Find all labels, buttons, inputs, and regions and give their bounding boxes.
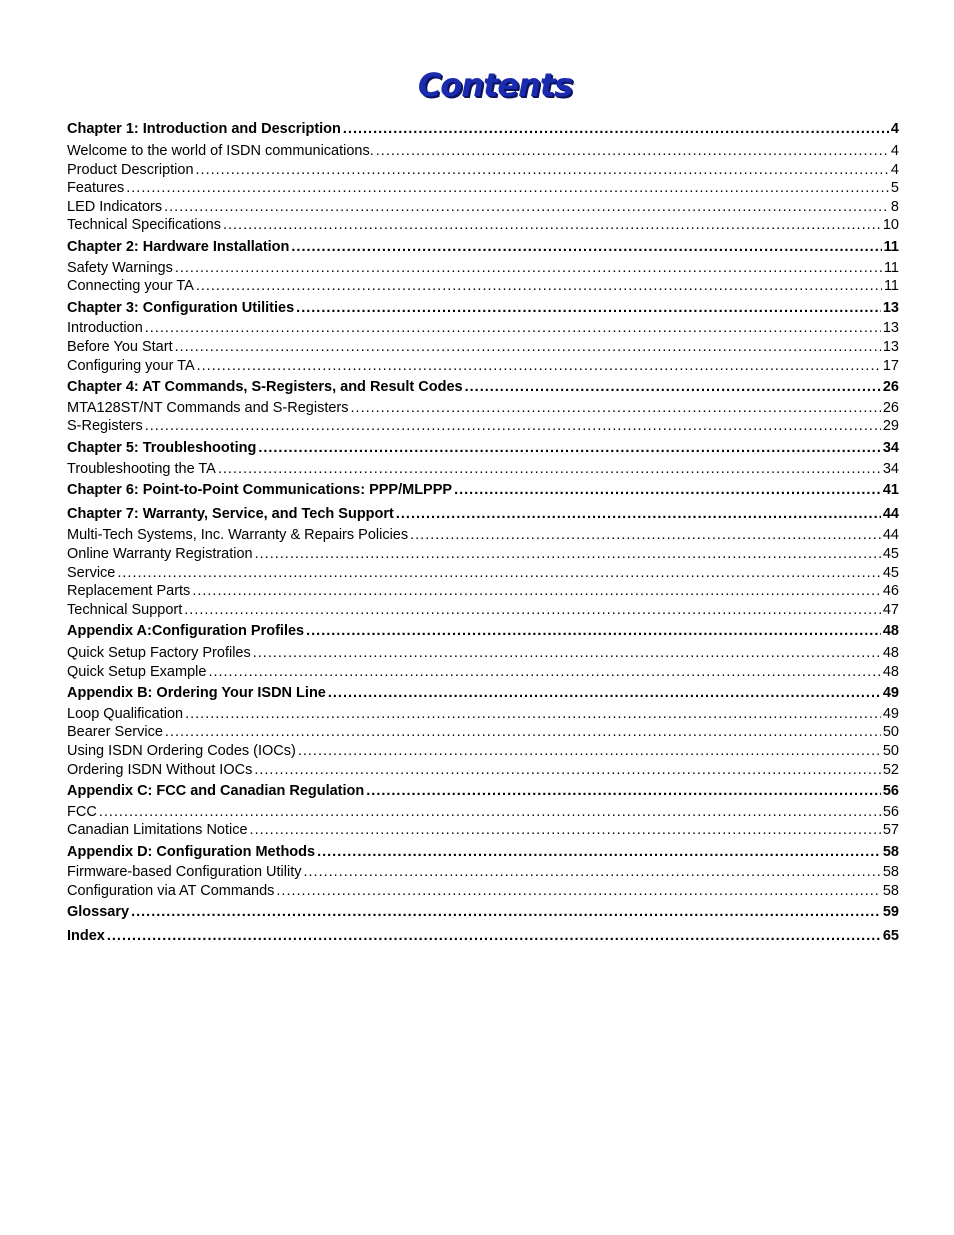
toc-entry[interactable] [67, 821, 899, 840]
toc-entry-page-number: 47 [882, 601, 899, 618]
toc-entry[interactable] [67, 142, 899, 161]
toc-chapter-entry[interactable] [67, 299, 899, 318]
table-of-contents [67, 120, 899, 946]
toc-entry-label: Features [67, 180, 125, 197]
dot-leader [107, 927, 881, 946]
dot-leader [454, 481, 881, 500]
toc-entry-page-number: 45 [882, 545, 899, 562]
toc-chapter-entry[interactable] [67, 120, 899, 139]
toc-entry-page-number: 11 [883, 239, 899, 256]
toc-entry-page-number: 56 [882, 783, 899, 800]
dot-leader [131, 903, 881, 922]
toc-entry-page-number: 8 [890, 198, 899, 215]
toc-entry-label: Connecting your TA [67, 278, 194, 295]
toc-entry-page-number: 5 [890, 180, 899, 197]
toc-entry-page-number: 52 [882, 761, 899, 778]
toc-entry-page-number: 13 [882, 320, 899, 337]
toc-entry[interactable] [67, 319, 899, 338]
toc-entry-label: Chapter 6: Point-to-Point Communications: PPP/MLPPP [67, 482, 453, 499]
dot-leader [298, 742, 881, 761]
toc-entry-page-number: 58 [882, 843, 899, 860]
dot-leader [376, 142, 889, 161]
dot-leader [99, 803, 881, 822]
toc-entry[interactable] [67, 663, 899, 682]
dot-leader [145, 319, 881, 338]
toc-entry-label: Chapter 4: AT Commands, S-Registers, and Result Codes [67, 379, 463, 396]
toc-entry[interactable] [67, 277, 899, 296]
toc-entry-label: MTA128ST/NT Commands and S-Registers [67, 399, 349, 416]
toc-entry-page-number: 29 [882, 418, 899, 435]
toc-entry-label: Index [67, 928, 105, 945]
dot-leader [396, 505, 881, 524]
toc-entry-label: Safety Warnings [67, 259, 173, 276]
toc-entry[interactable] [67, 803, 899, 822]
toc-entry-page-number: 57 [882, 822, 899, 839]
dot-leader [328, 684, 881, 703]
toc-entry-label: Using ISDN Ordering Codes (IOCs) [67, 742, 296, 759]
toc-entry-label: Loop Qualification [67, 705, 184, 722]
toc-entry[interactable] [67, 742, 899, 761]
toc-entry[interactable] [67, 723, 899, 742]
dot-leader [165, 723, 881, 742]
toc-chapter-entry[interactable] [67, 622, 899, 641]
toc-entry-page-number: 56 [882, 803, 899, 820]
toc-entry[interactable] [67, 582, 899, 601]
toc-entry-page-number: 44 [882, 505, 899, 522]
toc-entry-page-number: 59 [882, 903, 899, 920]
dot-leader [351, 399, 881, 418]
dot-leader [218, 460, 881, 479]
toc-entry-page-number: 13 [882, 299, 899, 316]
toc-entry-label: Appendix A:Configuration Profiles [67, 623, 305, 640]
toc-entry-page-number: 48 [882, 663, 899, 680]
toc-entry-page-number: 34 [882, 440, 899, 456]
toc-entry[interactable] [67, 338, 899, 357]
toc-entry-page-number: 48 [882, 644, 899, 661]
toc-entry-label: Technical Specifications [67, 217, 221, 234]
toc-entry-page-number: 49 [882, 685, 899, 702]
dot-leader [317, 843, 881, 862]
toc-entry-page-number: 11 [883, 259, 899, 276]
dot-leader [366, 782, 881, 801]
toc-entry-label: Ordering ISDN Without IOCs [67, 761, 253, 778]
dot-leader [185, 705, 881, 724]
toc-entry-label: Replacement Parts [67, 583, 191, 600]
toc-entry-page-number: 26 [882, 379, 899, 396]
toc-chapter-entry[interactable] [67, 439, 899, 458]
toc-entry-label: Welcome to the world of ISDN communications. [67, 143, 374, 160]
toc-entry-page-number: 13 [882, 339, 899, 356]
dot-leader [196, 161, 889, 180]
toc-entry-page-number: 50 [882, 742, 899, 759]
toc-entry-page-number: 4 [890, 121, 899, 137]
toc-entry-label: Chapter 7: Warranty, Service, and Tech Support [67, 505, 394, 522]
toc-entry-label: Glossary [67, 903, 130, 920]
toc-chapter-entry[interactable] [67, 903, 899, 922]
toc-entry-label: S-Registers [67, 418, 143, 435]
toc-chapter-entry[interactable] [67, 782, 899, 801]
toc-chapter-entry[interactable] [67, 238, 899, 257]
toc-entry-page-number: 50 [882, 724, 899, 741]
toc-entry-page-number: 44 [882, 527, 899, 544]
toc-entry-page-number: 58 [882, 864, 899, 881]
toc-entry-label: LED Indicators [67, 198, 163, 215]
dot-leader [196, 277, 882, 296]
toc-entry[interactable] [67, 601, 899, 620]
toc-entry-page-number: 48 [882, 623, 899, 640]
toc-entry[interactable] [67, 259, 899, 278]
toc-entry[interactable] [67, 882, 899, 901]
dot-leader [258, 439, 881, 458]
dot-leader [126, 179, 889, 198]
toc-entry-page-number: 4 [890, 161, 899, 178]
toc-entry[interactable] [67, 863, 899, 882]
dot-leader [296, 299, 881, 318]
toc-entry[interactable] [67, 705, 899, 724]
dot-leader [291, 238, 881, 257]
toc-entry-page-number: 11 [883, 278, 899, 295]
toc-entry-label: Technical Support [67, 601, 183, 618]
toc-entry-label: Chapter 2: Hardware Installation [67, 239, 290, 256]
dot-leader [223, 216, 881, 235]
dot-leader [410, 526, 881, 545]
toc-entry-label: Firmware-based Configuration Utility [67, 864, 302, 881]
dot-leader [255, 545, 881, 564]
dot-leader [197, 357, 881, 376]
toc-entry-label: Appendix B: Ordering Your ISDN Line [67, 685, 326, 702]
dot-leader [184, 601, 881, 620]
toc-entry[interactable] [67, 761, 899, 780]
toc-chapter-entry[interactable] [67, 378, 899, 397]
dot-leader [192, 582, 881, 601]
dot-leader [145, 417, 881, 436]
toc-entry[interactable] [67, 417, 899, 436]
toc-entry-label: Configuration via AT Commands [67, 883, 275, 900]
toc-entry-label: Online Warranty Registration [67, 545, 253, 562]
toc-chapter-entry[interactable] [67, 505, 899, 524]
toc-entry[interactable] [67, 216, 899, 235]
dot-leader [117, 564, 881, 583]
dot-leader [253, 644, 881, 663]
dot-leader [175, 338, 881, 357]
toc-entry[interactable] [67, 357, 899, 376]
toc-entry-page-number: 10 [882, 217, 899, 234]
toc-entry-page-number: 4 [890, 143, 899, 160]
toc-chapter-entry[interactable] [67, 684, 899, 703]
toc-entry[interactable] [67, 526, 899, 545]
toc-entry-label: Chapter 5: Troubleshooting [67, 440, 257, 456]
dot-leader [250, 821, 881, 840]
dot-leader [276, 882, 880, 901]
toc-entry-label: Configuring your TA [67, 357, 195, 374]
toc-entry-page-number: 34 [882, 460, 899, 477]
toc-entry-page-number: 45 [882, 564, 899, 581]
toc-entry-page-number: 17 [882, 357, 899, 374]
toc-entry[interactable] [67, 399, 899, 418]
toc-entry-page-number: 65 [882, 928, 899, 945]
toc-entry-label: Quick Setup Example [67, 663, 207, 680]
toc-chapter-entry[interactable] [67, 843, 899, 862]
toc-entry-label: Bearer Service [67, 724, 163, 741]
toc-entry[interactable] [67, 179, 899, 198]
toc-entry[interactable] [67, 564, 899, 583]
toc-entry-page-number: 41 [882, 482, 899, 499]
toc-entry[interactable] [67, 545, 899, 564]
toc-entry-page-number: 26 [882, 399, 899, 416]
toc-entry[interactable] [67, 644, 899, 663]
toc-entry[interactable] [67, 460, 899, 479]
dot-leader [175, 259, 882, 278]
toc-entry-label: Canadian Limitations Notice [67, 822, 248, 839]
dot-leader [465, 378, 881, 397]
toc-entry-page-number: 46 [882, 583, 899, 600]
toc-entry-page-number: 49 [882, 705, 899, 722]
dot-leader [343, 120, 889, 139]
toc-entry-label: Quick Setup Factory Profiles [67, 644, 251, 661]
toc-entry[interactable] [67, 198, 899, 217]
toc-entry-label: Product Description [67, 161, 194, 178]
dot-leader [164, 198, 889, 217]
toc-entry-label: FCC [67, 803, 97, 820]
toc-entry-label: Appendix C: FCC and Canadian Regulation [67, 783, 365, 800]
toc-entry[interactable] [67, 161, 899, 180]
toc-entry-label: Introduction [67, 320, 143, 337]
toc-entry-page-number: 58 [882, 883, 899, 900]
dot-leader [304, 863, 881, 882]
toc-entry-label: Appendix D: Configuration Methods [67, 843, 316, 860]
toc-entry-label: Troubleshooting the TA [67, 460, 216, 477]
toc-entry-label: Service [67, 564, 116, 581]
dot-leader [306, 622, 881, 641]
toc-entry-label: Chapter 1: Introduction and Description [67, 121, 341, 137]
toc-chapter-entry[interactable] [67, 481, 899, 500]
toc-entry-label: Before You Start [67, 339, 173, 356]
dot-leader [254, 761, 881, 780]
toc-entry-label: Multi-Tech Systems, Inc. Warranty & Repairs Policies [67, 527, 409, 544]
page-title: Contents [417, 66, 573, 104]
toc-chapter-entry[interactable] [67, 927, 899, 946]
dot-leader [208, 663, 880, 682]
toc-entry-label: Chapter 3: Configuration Utilities [67, 299, 295, 316]
